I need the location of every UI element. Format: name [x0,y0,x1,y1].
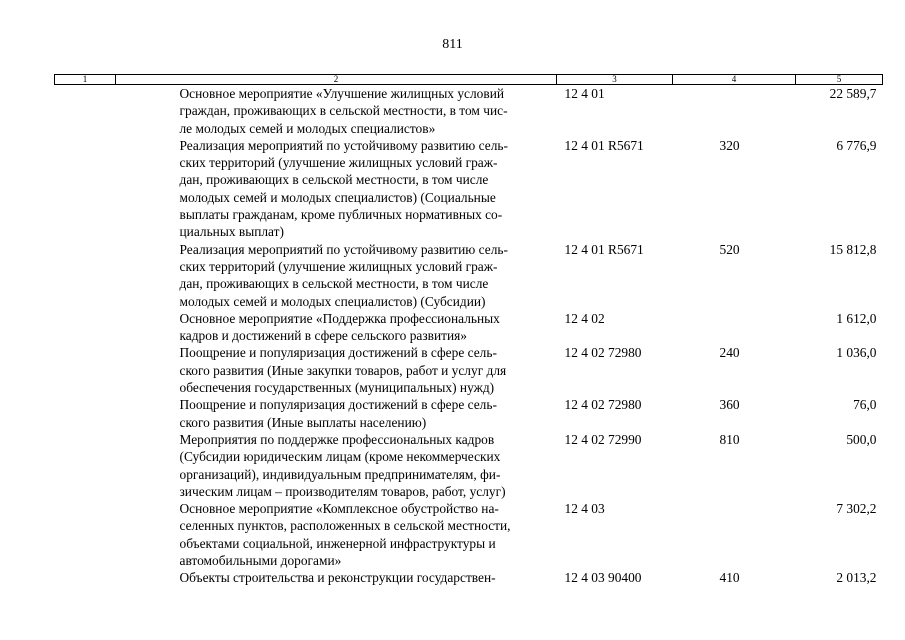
row-expense-type [673,310,796,345]
table-row [55,431,883,500]
row-name-line: молодых семей и молодых специалистов) (Субсидии) [179,293,486,309]
column-number: 2 [116,75,557,85]
row-sum: 1 036,0 [836,345,877,361]
row-name [116,569,557,586]
row-name-line: циальных выплат) [179,224,284,240]
row-name-line: ле молодых семей и молодых специалистов» [179,120,436,136]
table-row [55,396,883,431]
page-number: 811 [442,37,463,52]
row-name-line: обеспечения государственных (муниципальных) нужд) [179,380,495,396]
row-name-line: граждан, проживающих в сельской местности, в том чис- [179,103,508,119]
row-blank-cell [55,85,116,137]
row-name-line: Поощрение и популяризация достижений в сфере сель- [179,345,497,361]
row-name-line: ского развития (Иные выплаты населению) [179,414,427,430]
row-blank-cell [55,137,116,241]
row-code: 12 4 02 [564,310,605,326]
row-blank-cell [55,310,116,345]
row-blank-cell [55,569,116,586]
row-name [116,241,557,310]
row-expense-type: 410 [719,570,740,586]
table-row [55,310,883,345]
row-name-line: селенных пунктов, расположенных в сельской местности, [179,518,511,534]
row-sum: 6 776,9 [836,137,877,153]
row-expense-type [673,500,796,569]
row-sum: 7 302,2 [836,501,877,517]
row-code: 12 4 02 72980 [564,397,642,413]
row-sum: 1 612,0 [836,310,877,326]
table-row [55,500,883,569]
row-name-line: молодых семей и молодых специалистов) (Социальные [179,189,496,205]
row-name-line: Мероприятия по поддержке профессиональных кадров [179,431,495,447]
row-name-line: выплаты гражданам, кроме публичных нормативных со- [179,207,503,223]
row-code: 12 4 01 R5671 [564,241,644,257]
row-blank-cell [55,344,116,396]
row-expense-type: 240 [719,345,740,361]
row-name [116,396,557,431]
row-name [116,500,557,569]
row-name [116,137,557,241]
row-name-line: Основное мероприятие «Поддержка профессиональных [179,310,500,326]
row-name [116,344,557,396]
table-body [55,85,883,587]
column-number: 5 [796,75,883,85]
row-expense-type [673,85,796,137]
row-sum: 22 589,7 [829,86,877,101]
row-name-line: ского развития (Иные закупки товаров, работ и услуг для [179,362,507,378]
row-name-line: ских территорий (улучшение жилищных условий граж- [179,258,498,274]
row-name [116,431,557,500]
row-name-line: автомобильными дорогами» [179,553,342,569]
row-code: 12 4 03 [564,501,605,517]
row-expense-type: 360 [719,397,740,413]
table-row [55,569,883,586]
row-blank-cell [55,500,116,569]
row-sum: 76,0 [853,397,877,413]
row-sum: 15 812,8 [829,241,877,257]
row-code: 12 4 02 72980 [564,345,642,361]
table-row [55,137,883,241]
column-number: 3 [557,75,673,85]
row-blank-cell [55,396,116,431]
row-code: 12 4 03 90400 [564,570,642,586]
row-name-line: Поощрение и популяризация достижений в сфере сель- [179,397,497,413]
column-number: 4 [673,75,796,85]
row-code: 12 4 01 R5671 [564,137,644,153]
row-name-line: Объекты строительства и реконструкции государствен- [179,570,496,586]
row-name-line: кадров и достижений в сфере сельского развития» [179,328,467,344]
row-name-line: Реализация мероприятий по устойчивому развитию сель- [179,241,508,257]
row-expense-type: 320 [719,137,740,153]
row-name-line: организаций), индивидуальным предпринимателям, фи- [179,466,501,482]
row-name [116,85,557,137]
table-row [55,85,883,137]
row-name-line: Основное мероприятие «Комплексное обустройство на- [179,501,499,517]
row-name-line: ских территорий (улучшение жилищных условий граж- [179,155,498,171]
column-number-row [55,75,883,85]
row-expense-type: 810 [719,431,740,447]
row-blank-cell [55,241,116,310]
row-name-line: объектами социальной, инженерной инфраструктуры и [179,535,496,551]
row-expense-type: 520 [719,241,740,257]
row-sum: 500,0 [846,431,877,447]
row-name-line: (Субсидии юридическим лицам (кроме некоммерческих [179,449,501,465]
table-row [55,344,883,396]
row-name-line: зическим лицам – производителям товаров, работ, услуг) [179,483,506,499]
row-sum: 2 013,2 [836,570,877,586]
column-number: 1 [55,75,116,85]
row-blank-cell [55,431,116,500]
row-name-line: дан, проживающих в сельской местности, в том числе [179,172,489,188]
table-row [55,241,883,310]
row-name-line: Реализация мероприятий по устойчивому развитию сель- [179,137,508,153]
row-code: 12 4 02 72990 [564,431,642,447]
row-name [116,310,557,345]
row-name-line: дан, проживающих в сельской местности, в том числе [179,276,489,292]
row-code: 12 4 01 [564,86,605,101]
row-name-line: Основное мероприятие «Улучшение жилищных условий [179,86,505,101]
budget-table [54,74,883,587]
